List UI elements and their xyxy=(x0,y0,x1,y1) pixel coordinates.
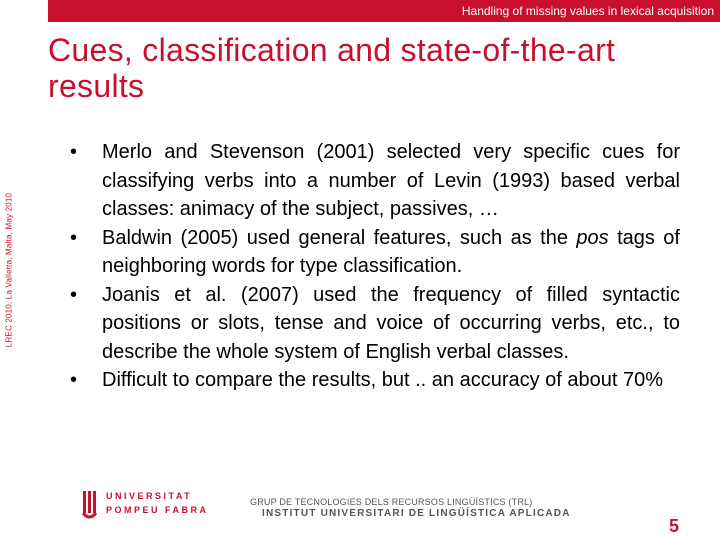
bullet-list xyxy=(48,138,680,395)
bullet-item xyxy=(48,224,680,281)
institute-label: INSTITUT UNIVERSITARI DE LINGÜÍSTICA APLICADA xyxy=(262,508,571,519)
running-title: Handling of missing values in lexical acquisition xyxy=(461,4,714,18)
bullet-text: Difficult to compare the results, but .. an accuracy of about 70% xyxy=(102,369,664,391)
conference-label: LREC 2010, La Valletta, Malta, May 2010 xyxy=(4,192,14,348)
logo-text-line2: POMPEU FABRA xyxy=(106,505,209,515)
research-group-label: GRUP DE TECNOLOGIES DELS RECURSOS LINGÜÍSTICS (TRL) xyxy=(250,497,533,507)
page-number: 5 xyxy=(669,516,680,536)
upf-logo xyxy=(80,485,220,525)
bullet-text: Joanis et al. (2007) used the frequency of filled syntactic positions or slots, tense and voice of occurring verbs, etc., to describe the whole system of English verbal classes. xyxy=(102,283,680,363)
slide-title: Cues, classification and state-of-the-art results xyxy=(48,32,616,104)
bullet-icon: • xyxy=(70,226,78,249)
bullet-icon: • xyxy=(70,369,78,391)
bullet-item xyxy=(48,281,680,367)
bullet-item xyxy=(48,366,680,395)
bullet-text: Merlo and Stevenson (2001) selected very specific cues for classifying verbs into a number of Levin (1993) based verbal classes: animacy of the subject, passives, … xyxy=(102,141,680,220)
upf-logo-icon xyxy=(80,487,100,521)
bullet-emphasis: pos xyxy=(576,226,609,249)
logo-text-line1: UNIVERSITAT xyxy=(106,491,193,501)
sidebar xyxy=(0,110,18,430)
bullet-item xyxy=(48,138,680,224)
bullet-icon: • xyxy=(70,141,78,163)
bullet-text: Baldwin (2005) used general features, such as the xyxy=(102,226,577,249)
header-bar xyxy=(48,0,720,22)
bullet-icon: • xyxy=(70,283,78,306)
bullet-text: tags of neighboring words for type classification. xyxy=(102,226,680,277)
